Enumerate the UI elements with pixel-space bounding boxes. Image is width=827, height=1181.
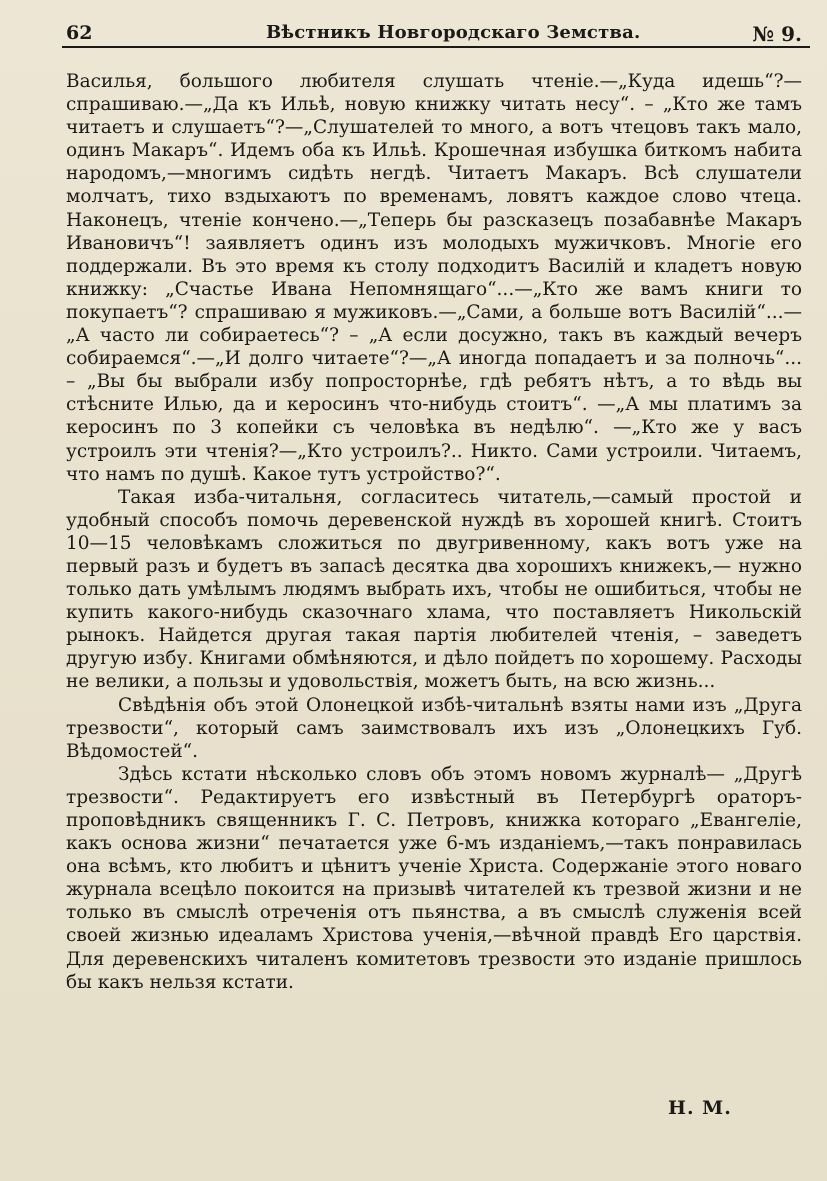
article-body: [66, 70, 802, 994]
running-title: Вѣстникъ Новгородскаго Земства.: [266, 22, 641, 43]
paragraph: Такая изба-читальня, согласитесь читатель,—самый простой и удобный способъ помочь деревенской нуждѣ въ хорошей книгѣ. Стоитъ 10—15 человѣкамъ сложиться по двугривенному, какъ вотъ уже на первый разъ и будетъ въ запасѣ десятка два хорошихъ книжекъ,— нужно только дать умѣлымъ людямъ выбрать ихъ, чтобы не ошибиться, чтобы не купить какого-нибудь сказочнаго хлама, что поставляетъ Никольскій рынокъ. Найдется другая такая партія любителей чтенія, – заведетъ другую избу. Книгами обмѣняются, и дѣло пойдетъ по хорошему. Расходы не велики, а пользы и удовольствія, можетъ быть, на всю жизнь...: [66, 486, 802, 693]
paragraph: Свѣдѣнія объ этой Олонецкой избѣ-читальнѣ взяты нами изъ „Друга трезвости“, который самъ заимствовалъ ихъ изъ „Олонецкихъ Губ. Вѣдомостей“.: [66, 694, 802, 762]
paragraph: Здѣсь кстати нѣсколько словъ объ этомъ новомъ журналѣ— „Другѣ трезвости“. Редактируетъ его извѣстный въ Петербургѣ ораторъ-проповѣдникъ священникъ Г. С. Петровъ, книжка котораго „Евангеліе, какъ основа жизни“ печатается уже 6-мъ изданіемъ,—такъ понравилась она всѣмъ, кто любитъ и цѣнитъ ученіе Христа. Содержаніе этого новаго журнала всецѣло покоится на призывѣ читателей къ трезвой жизни и не только въ смыслѣ отреченія отъ пьянства, а въ смыслѣ служенія всей своей жизнью идеаламъ Христова ученія,—вѣчной правдѣ Его царствія. Для деревенскихъ читаленъ комитетовъ трезвости это изданіе пришлось бы какъ нельзя кстати.: [66, 763, 802, 993]
issue-number: № 9.: [752, 22, 802, 46]
header-rule: [62, 46, 810, 48]
page-header: [66, 16, 806, 48]
page-number: 62: [66, 22, 93, 44]
author-signature: Н. М.: [668, 1097, 732, 1119]
paragraph-continued: Василья, большого любителя слушать чтеніе.—„Куда идешь“?—спрашиваю.—„Да къ Ильѣ, новую книжку читать несу“. – „Кто же тамъ читаетъ и слушаетъ“?—„Слушателей то много, а вотъ чтецовъ такъ мало, одинъ Макаръ“. Идемъ оба къ Ильѣ. Крошечная избушка биткомъ набита народомъ,—многимъ сидѣть негдѣ. Читаетъ Макаръ. Всѣ слушатели молчатъ, тихо вздыхаютъ по временамъ, ловятъ каждое слово чтеца. Наконецъ, чтеніе кончено.—„Теперь бы разсказецъ позабавнѣе Макаръ Ивановичъ“! заявляетъ одинъ изъ молодыхъ мужичковъ. Многіе его поддержали. Въ это время къ столу подходитъ Василій и кладетъ новую книжку: „Счастье Ивана Непомнящаго“...—„Кто же вамъ книги то покупаетъ“? спрашиваю я мужиковъ.—„Сами, а больше вотъ Василій“...—„А часто ли собираетесь“? – „А если досужно, такъ въ каждый вечеръ собираемся“.—„И долго читаете“?—„А иногда попадаетъ и за полночь“... – „Вы бы выбрали избу попросторнѣе, гдѣ ребятъ нѣтъ, а то вѣдь вы стѣсните Илью, да и керосинъ что-нибудь стоитъ“. —„А мы платимъ за керосинъ по 3 копейки съ человѣка въ недѣлю“. —„Кто же у васъ устроилъ эти чтенія?—„Кто устроилъ?.. Никто. Сами устроили. Читаемъ, что намъ по душѣ. Какое тутъ устройство?“.: [66, 71, 802, 485]
